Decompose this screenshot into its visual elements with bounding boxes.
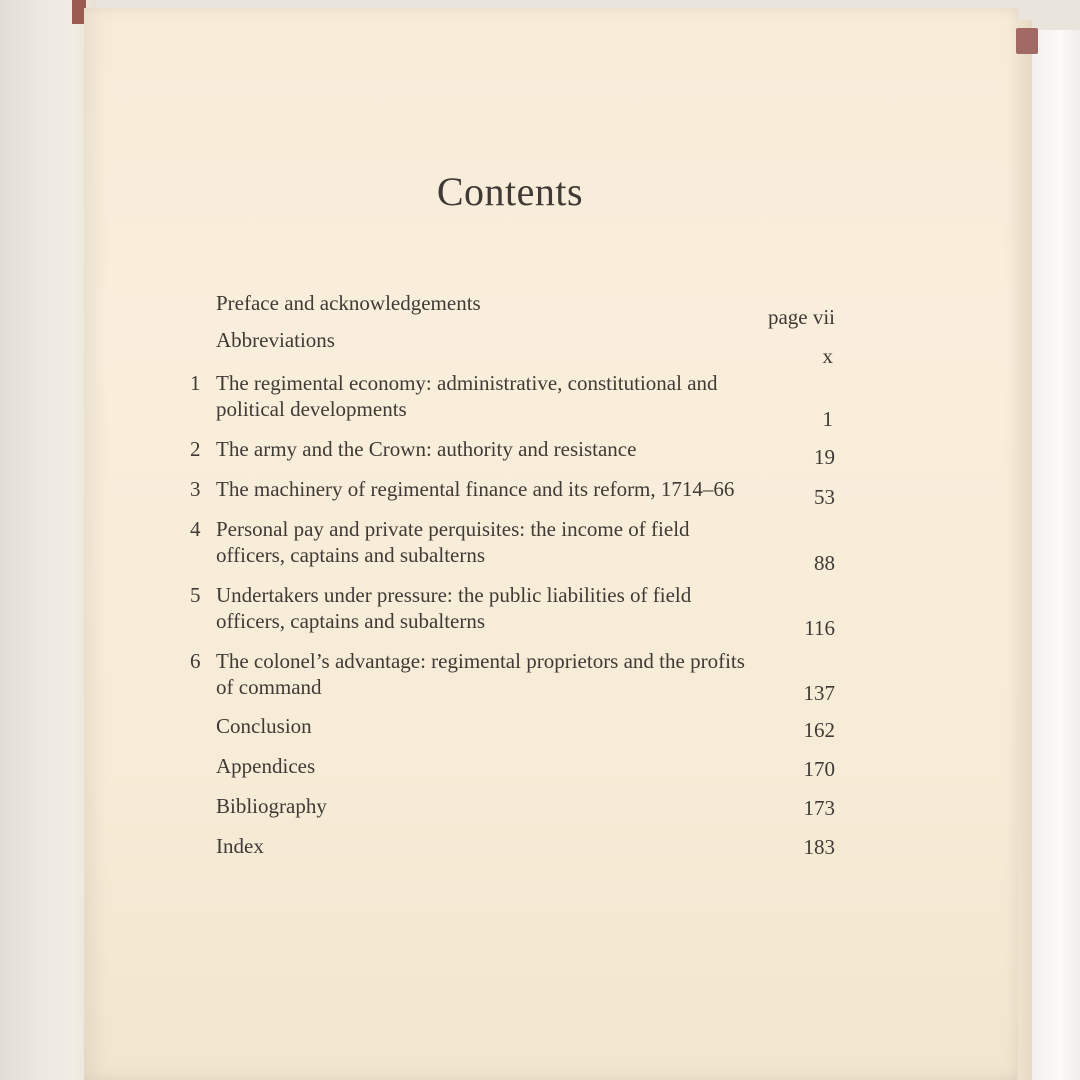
toc-entry-chapter-3: [180, 476, 835, 509]
toc-entry-page: 116: [804, 616, 835, 640]
toc-entry-number: 1: [190, 371, 201, 395]
toc-entry-page: page vii: [767, 305, 835, 329]
toc-entry-chapter-5: [180, 582, 835, 640]
toc-entry-title: Personal pay and private perquisites: the income of field officers, captains and subalterns: [216, 517, 690, 567]
toc-entry-page: 170: [803, 757, 835, 781]
toc-entry-conclusion: [180, 713, 835, 743]
toc-entry-number: 4: [190, 517, 201, 541]
toc-entry-title: Preface and acknowledgements: [216, 291, 481, 315]
toc-entry-title: The machinery of regimental finance and its reform, 1714–66: [216, 477, 735, 501]
toc-entry-chapter-6: [180, 648, 835, 706]
toc-entry-page: 53: [814, 485, 835, 509]
toc-entry-page: 162: [803, 718, 835, 742]
toc-entry-number: 2: [190, 437, 201, 461]
toc-entry-number: 6: [190, 649, 201, 673]
dust-jacket: [1032, 30, 1080, 1080]
jacket-tab: [1016, 28, 1038, 54]
toc-entry-page: 137: [803, 681, 835, 705]
toc-entry-title: Undertakers under pressure: the public liabilities of field officers, captains and subalterns: [216, 583, 692, 633]
page-title: Contents: [436, 169, 584, 214]
toc-entry-page: 88: [814, 551, 835, 575]
toc-entry-page: 173: [803, 796, 835, 820]
toc-entry-page: 1: [822, 407, 833, 431]
toc-entry-title: Index: [216, 834, 264, 858]
toc-entry-index: [180, 833, 835, 863]
toc-entry-page: 183: [803, 835, 835, 859]
toc-entry-title: Appendices: [216, 754, 316, 778]
toc-entry-number: 3: [190, 477, 201, 501]
toc-entry-bibliography: [180, 793, 835, 823]
toc-entry-title: The colonel’s advantage: regimental proprietors and the profits of command: [216, 649, 745, 699]
toc-entry-title: The army and the Crown: authority and resistance: [216, 437, 637, 461]
toc-entry-chapter-2: [180, 436, 835, 469]
toc-entry-title: The regimental economy: administrative, constitutional and political developments: [216, 371, 718, 421]
toc-entry-abbreviations: [180, 327, 835, 367]
toc-entry-title: Abbreviations: [216, 328, 335, 352]
toc-entry-number: 5: [190, 583, 201, 607]
toc-entry-preface: [180, 290, 835, 329]
toc-entry-page: 19: [814, 445, 835, 469]
toc-entry-title: Bibliography: [216, 794, 327, 818]
page-edge: [1018, 20, 1032, 1080]
book-gutter: [0, 0, 96, 1080]
toc-entry-title: Conclusion: [216, 714, 312, 738]
toc-entry-chapter-1: [180, 370, 835, 431]
toc-entry-page: x: [822, 344, 833, 368]
toc-entry-appendices: [180, 753, 835, 783]
toc-entry-chapter-4: [180, 516, 835, 576]
